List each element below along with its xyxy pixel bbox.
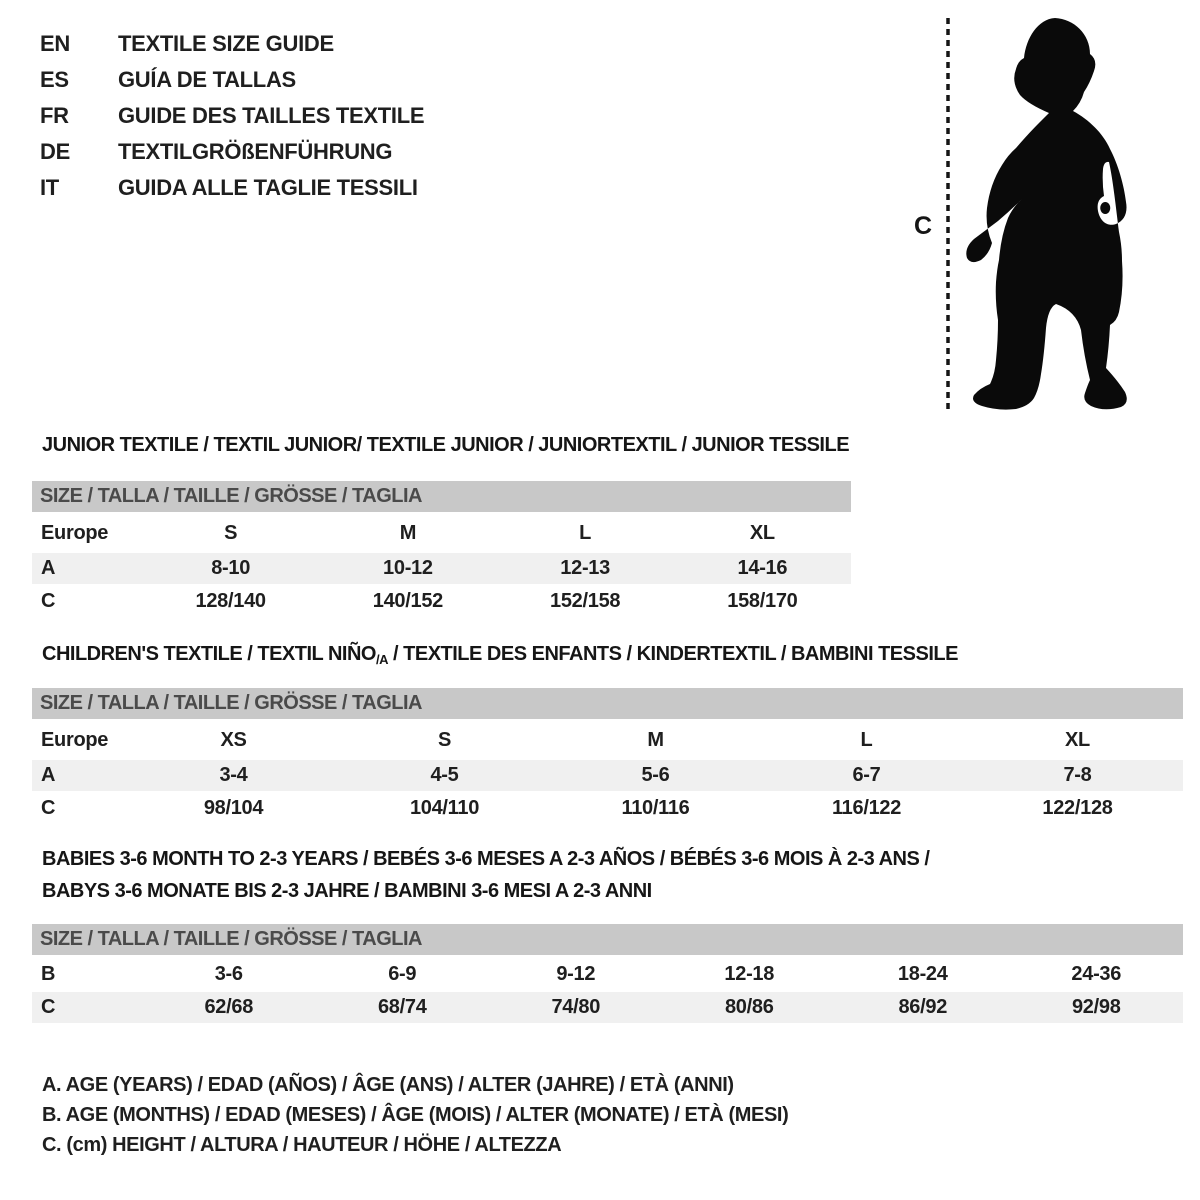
table-cell: 3-4 bbox=[219, 764, 248, 786]
size-col-s: S bbox=[437, 728, 452, 751]
height-measure-label: C bbox=[914, 212, 932, 240]
table-cell: 8-10 bbox=[211, 557, 251, 579]
lang-code: DE bbox=[40, 139, 70, 164]
size-col-m: M bbox=[647, 728, 664, 751]
size-col-xl: XL bbox=[1065, 728, 1090, 751]
size-col-l: L bbox=[579, 521, 592, 544]
lang-code: FR bbox=[40, 103, 69, 128]
table-cell: 128/140 bbox=[195, 590, 266, 612]
children-heading-pre: CHILDREN'S TEXTILE / TEXTIL NIÑO bbox=[42, 643, 376, 665]
babies-size-table bbox=[32, 924, 1183, 1023]
table-cell: 116/122 bbox=[831, 797, 902, 819]
table-cell: 140/152 bbox=[372, 590, 443, 612]
lang-row-it bbox=[40, 170, 424, 206]
lang-title: TEXTILE SIZE GUIDE bbox=[118, 31, 334, 56]
babies-heading-line2: BABYS 3-6 MONATE BIS 2-3 JAHRE / BAMBINI 3-6 MESI A 2-3 ANNI bbox=[42, 880, 652, 902]
table-cell: 92/98 bbox=[1071, 996, 1121, 1018]
lang-code: IT bbox=[40, 175, 59, 200]
babies-heading-line1: BABIES 3-6 MONTH TO 2-3 YEARS / BEBÉS 3-6 MESES A 2-3 AÑOS / BÉBÉS 3-6 MOIS À 2-3 ANS / bbox=[42, 848, 930, 870]
children-size-header-bar: SIZE / TALLA / TAILLE / GRÖSSE / TAGLIA bbox=[32, 688, 1183, 719]
junior-sizes-header-row bbox=[32, 515, 851, 551]
junior-age-row bbox=[32, 553, 851, 584]
height-measure-figure bbox=[898, 12, 1190, 418]
toddler-silhouette-icon bbox=[966, 18, 1126, 410]
table-cell: 68/74 bbox=[377, 996, 427, 1018]
table-cell: 86/92 bbox=[898, 996, 948, 1018]
junior-size-header-bar: SIZE / TALLA / TAILLE / GRÖSSE / TAGLIA bbox=[32, 481, 851, 512]
table-cell: 6-7 bbox=[852, 764, 881, 786]
babies-age-months-row bbox=[32, 958, 1183, 990]
table-cell: 14-16 bbox=[737, 557, 788, 579]
junior-size-table bbox=[32, 481, 851, 617]
size-col-m: M bbox=[399, 521, 417, 544]
legend-notes bbox=[42, 1070, 788, 1160]
note-b-age-months: B. AGE (MONTHS) / EDAD (MESES) / ÂGE (MOIS) / ALTER (MONATE) / ETÀ (MESI) bbox=[42, 1104, 789, 1126]
lang-title: GUIDA ALLE TAGLIE TESSILI bbox=[118, 175, 418, 200]
size-col-s: S bbox=[224, 521, 238, 544]
region-label: Europe bbox=[41, 521, 109, 544]
table-cell: 5-6 bbox=[641, 764, 670, 786]
table-cell: 122/128 bbox=[1042, 797, 1113, 819]
row-label-c: C bbox=[41, 996, 56, 1018]
table-cell: 12-13 bbox=[560, 557, 610, 579]
size-col-l: L bbox=[860, 728, 873, 751]
junior-height-row bbox=[32, 586, 851, 617]
region-label: Europe bbox=[41, 728, 109, 751]
lang-row-en bbox=[40, 26, 424, 62]
table-cell: 10-12 bbox=[383, 557, 433, 579]
row-label-c: C bbox=[41, 590, 56, 612]
lang-row-de bbox=[40, 134, 424, 170]
children-heading-post: / TEXTILE DES ENFANTS / KINDERTEXTIL / BAMBINI TESSILE bbox=[387, 643, 958, 665]
row-label-c: C bbox=[41, 797, 56, 819]
table-cell: 104/110 bbox=[409, 797, 480, 819]
table-cell: 74/80 bbox=[551, 996, 601, 1018]
size-col-xl: XL bbox=[749, 521, 775, 544]
lang-title: GUIDE DES TAILLES TEXTILE bbox=[118, 103, 425, 128]
lang-row-fr bbox=[40, 98, 424, 134]
size-col-xs: XS bbox=[220, 728, 247, 751]
table-cell: 3-6 bbox=[214, 962, 243, 985]
junior-section-heading: JUNIOR TEXTILE / TEXTIL JUNIOR/ TEXTILE JUNIOR / JUNIORTEXTIL / JUNIOR TESSILE bbox=[42, 434, 850, 456]
table-cell: 12-18 bbox=[724, 962, 775, 985]
table-cell: 24-36 bbox=[1071, 962, 1122, 985]
note-a-age-years: A. AGE (YEARS) / EDAD (AÑOS) / ÂGE (ANS) / ALTER (JAHRE) / ETÀ (ANNI) bbox=[42, 1074, 734, 1096]
table-cell: 98/104 bbox=[203, 797, 264, 819]
children-age-row bbox=[32, 760, 1183, 791]
table-cell: 152/158 bbox=[550, 590, 621, 612]
language-title-list bbox=[40, 26, 424, 206]
table-cell: 110/116 bbox=[621, 797, 690, 819]
table-cell: 7-8 bbox=[1063, 764, 1092, 786]
table-cell: 18-24 bbox=[897, 962, 948, 985]
lang-title: GUÍA DE TALLAS bbox=[118, 67, 296, 92]
table-cell: 62/68 bbox=[204, 996, 254, 1018]
row-label-a: A bbox=[41, 557, 56, 579]
children-heading-subscript: /A bbox=[375, 652, 388, 667]
children-sizes-header-row bbox=[32, 722, 1183, 758]
table-cell: 80/86 bbox=[724, 996, 774, 1018]
table-cell: 9-12 bbox=[556, 962, 596, 985]
row-label-b: B bbox=[41, 962, 56, 985]
table-cell: 4-5 bbox=[430, 764, 459, 786]
lang-code: EN bbox=[40, 31, 70, 56]
babies-height-row bbox=[32, 992, 1183, 1023]
babies-size-header-bar: SIZE / TALLA / TAILLE / GRÖSSE / TAGLIA bbox=[32, 924, 1183, 955]
table-cell: 158/170 bbox=[727, 590, 798, 612]
lang-row-es bbox=[40, 62, 424, 98]
lang-code: ES bbox=[40, 67, 69, 92]
row-label-a: A bbox=[41, 764, 56, 786]
children-height-row bbox=[32, 793, 1183, 824]
table-cell: 6-9 bbox=[388, 962, 417, 985]
lang-title: TEXTILGRÖßENFÜHRUNG bbox=[118, 139, 393, 164]
children-size-table bbox=[32, 688, 1183, 824]
babies-section-heading bbox=[42, 843, 929, 907]
note-c-height-cm: C. (cm) HEIGHT / ALTURA / HAUTEUR / HÖHE / ALTEZZA bbox=[42, 1134, 562, 1156]
children-section-heading bbox=[42, 643, 958, 667]
